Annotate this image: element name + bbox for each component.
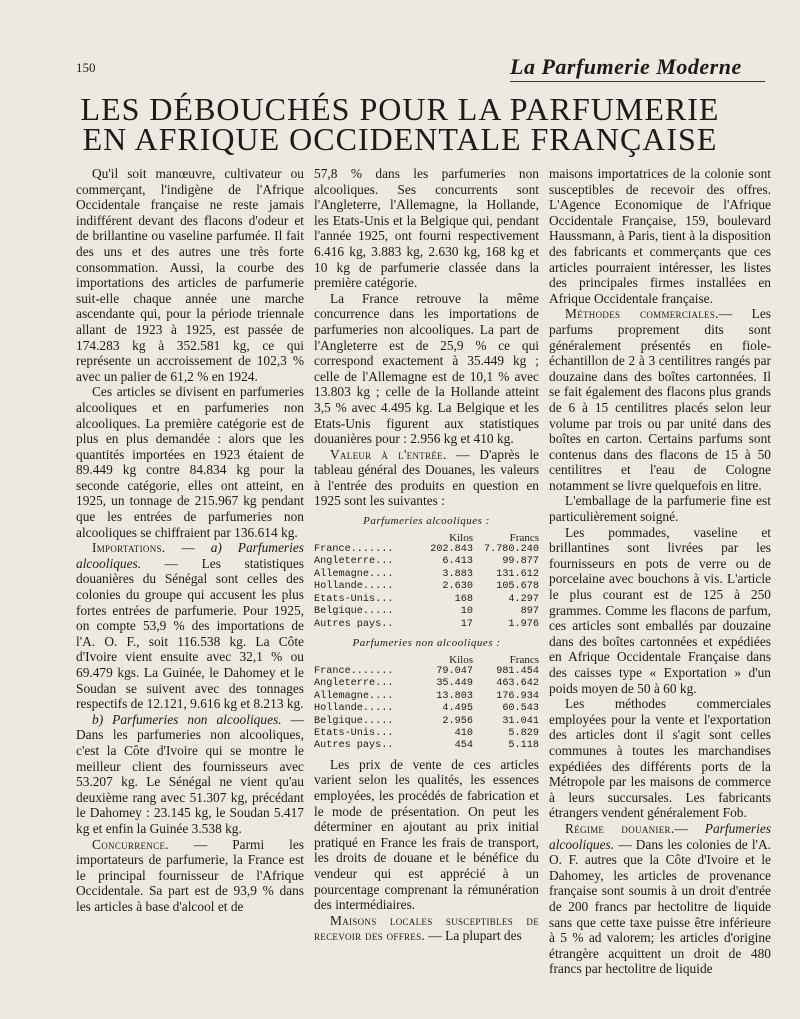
kilos-cell: 13.803 (436, 690, 473, 702)
paragraph-text: Dans les parfumeries non alcooliques, c'est la Côte d'Ivoire qui se montre le meilleur client des fournisseurs avec 53.207 kg. Le Sénégal ne vient qu'au deuxième rang avec 51.307 kg, précédant le Dahomey : 23.145 kg, le Soudan 5.417 kg et enfin la Guinée 3.538 kg. (76, 727, 304, 836)
country-cell: Belgique..... (314, 715, 394, 727)
subsection-heading: a) Parfumeries alcooliques. (76, 540, 304, 571)
table-row (314, 703, 539, 715)
section-heading: Concurrence. (92, 836, 169, 852)
country-cell: Hollande..... (314, 581, 394, 593)
import-table-non-alcoholic (314, 654, 539, 753)
country-cell: Etats-Unis... (314, 593, 394, 605)
kilos-cell: 168 (454, 593, 473, 605)
table-row (314, 666, 539, 678)
country-cell: Etats-Unis... (314, 727, 394, 739)
paragraph: Les méthodes commerciales employées pour la vente et l'exportation des articles dont il s'agit sont celles communes à toutes les marchandises expédiées des différents ports de la Métropole par les maisons de commerce à leurs succursales. Les fabricants étrangers vendent généralement Fob. (549, 696, 771, 821)
kilos-cell: 2.630 (442, 581, 473, 593)
table-row (314, 581, 539, 593)
table-row (314, 678, 539, 690)
kilos-cell: 2.956 (442, 715, 473, 727)
francs-cell: 105.678 (496, 581, 539, 593)
francs-cell: 463.642 (496, 678, 539, 690)
column-header-kilos: Kilos (449, 531, 473, 544)
paragraph: Maisons locales susceptibles de recevoir des offres. — La plupart des (314, 912, 539, 944)
masthead-rule (510, 81, 765, 82)
paragraph-text: D'après le tableau général des Douanes, les valeurs à l'entrée des produits en question en 1925 sont les suivantes : (314, 446, 539, 509)
kilos-cell: 79.047 (436, 665, 473, 677)
title-line-2: EN AFRIQUE OCCIDENTALE FRANÇAISE (82, 121, 718, 157)
column-3 (549, 166, 771, 977)
country-cell: Allemagne.... (314, 690, 394, 702)
masthead: La Parfumerie Moderne (510, 54, 742, 79)
table-row (314, 716, 539, 728)
kilos-cell: 35.449 (436, 678, 473, 690)
francs-cell: 99.877 (502, 556, 539, 568)
francs-cell: 897 (520, 606, 539, 618)
table-caption: Parfumeries alcooliques : (363, 515, 490, 528)
column-header-francs: Francs (509, 653, 539, 666)
column-2 (314, 166, 539, 944)
column-header-kilos: Kilos (449, 653, 473, 666)
column-header-francs: Francs (509, 531, 539, 544)
table-body (314, 544, 539, 631)
paragraph: Méthodes commerciales.— Les parfums proprement dits sont généralement présentés en fiole-échantillon de 2 à 3 centilitres rangés par douzaine dans des boîtes cartonnées. Il se fait également des flacons plus grands de 6 à 15 centilitres placés selon leur volume par trois ou par unité dans des boîtes en carton. Certains parfums sont contenus dans des flacons de 15 à 50 centilitres et l'eau de Cologne notamment se livre quelquefois en litre. (549, 306, 771, 493)
country-cell: Belgique..... (314, 606, 394, 618)
table-caption: Parfumeries non alcooliques : (352, 636, 501, 649)
kilos-cell: 4.495 (442, 703, 473, 715)
import-table-alcoholic (314, 532, 539, 631)
paragraph-text: Les parfums proprement dits sont généralement présentés en fiole-échantillon de 2 à 3 centilitres rangés par douzaine dans des boîtes cartonnées. Il se fait également des flacons plus grands de 6 à 15 centilitres placés selon leur volume par trois ou par unité dans des boîtes en carton. Certains parfums sont contenus dans des flacons de 15 à 50 centilitres et l'eau de Cologne notamment se livre quelquefois en litre. (549, 306, 771, 493)
table-row (314, 619, 539, 631)
kilos-cell: 454 (454, 740, 473, 752)
kilos-cell: 10 (460, 606, 473, 618)
section-heading: Méthodes commerciales. (565, 306, 719, 322)
paragraph-text: Parmi les importateurs de parfumerie, la France est le principal fournisseur de l'Afrique Occidentale. Sa part est de 93,9 % dans les articles à base d'alcool et de (76, 836, 304, 914)
paragraph: Régime douanier.— Parfumeries alcooliques. — Dans les colonies de l'A. O. F. autres que la Côte d'Ivoire et le Dahomey, les articles de provenance française sont soumis à un droit d'entrée de 200 francs par hectolitre de liquide sans que cette taxe puisse être inférieure à 5 % ad valorem; les articles d'origine étrangère acquittent un droit de 480 francs par hectolitre de liquide (549, 820, 771, 977)
francs-cell: 5.118 (508, 740, 539, 752)
country-cell: Autres pays.. (314, 618, 394, 630)
francs-cell: 131.612 (496, 568, 539, 580)
francs-cell: 1.976 (508, 618, 539, 630)
francs-cell: 176.934 (496, 690, 539, 702)
paragraph: Concurrence. — Parmi les importateurs de parfumerie, la France est le principal fournisseur de l'Afrique Occidentale. Sa part est de 93,9 % dans les articles à base d'alcool et de (76, 836, 304, 914)
table-row (314, 691, 539, 703)
subsection-heading: b) Parfumeries non alcooliques. (92, 711, 282, 727)
paragraph-text: La plupart des (445, 928, 522, 944)
section-heading: Régime douanier. (565, 820, 675, 836)
kilos-cell: 202.843 (430, 544, 473, 556)
kilos-cell: 6.413 (442, 556, 473, 568)
page-number: 150 (76, 60, 96, 75)
paragraph: Importations. — a) Parfumeries alcooliques. — Les statistiques douanières du Sénégal sont celles des colonies du groupe qui accusent les plus fortes entrées de parfumerie. Pour 1925, on compte 53,9 % des importations de l'A. O. F., soit 116.538 kg. La Côte d'Ivoire vient ensuite avec 32,1 % ou 69.479 kgs. La Guinée, le Dahomey et le Soudan se suivent avec des tonnages respectifs de 12.121, 9.616 kg et 8.213 kg. (76, 540, 304, 712)
country-cell: Angleterre... (314, 556, 394, 568)
country-cell: France....... (314, 665, 394, 677)
table-row (314, 606, 539, 618)
francs-cell: 31.041 (502, 715, 539, 727)
column-1 (76, 166, 304, 915)
section-heading: Importations. (92, 540, 166, 556)
section-heading: Valeur à l'entrée. (330, 446, 447, 462)
paragraph: L'emballage de la parfumerie fine est particulièrement soigné. (549, 493, 771, 525)
paragraph: maisons importatrices de la colonie sont susceptibles de recevoir des offres. L'Agence Economique de l'Afrique Occidentale Française, 159, boulevard Haussmann, à Paris, tient à la disposition des fabricants et commerçants que ces articles pourraient intéresser, les listes des principales firmes installées en Afrique Occidentale française. (549, 166, 771, 306)
table-row (314, 728, 539, 740)
country-cell: Autres pays.. (314, 740, 394, 752)
francs-cell: 60.543 (502, 703, 539, 715)
paragraph: Qu'il soit manœuvre, cultivateur ou commerçant, l'indigène de l'Afrique Occidentale française ne reste jamais indifférent devant des flacons d'odeur et de brillantine ou vaseline parfumée. Il fait des uns et des autres une très forte consommation. Aussi, la courbe des importations des articles de parfumerie suit-elle chaque année une marche ascendante qui, pour la période triennale allant de 1923 à 1925, est passée de 174.283 kg à 352.581 kg, ce qui représente un accroissement de 102,3 % avec un palier de 61,2 % en 1924. (76, 166, 304, 384)
country-cell: Angleterre... (314, 678, 394, 690)
francs-cell: 7.780.240 (483, 544, 539, 556)
subsection-heading: Parfumeries alcooliques. (549, 820, 771, 852)
table-row (314, 544, 539, 556)
paragraph: 57,8 % dans les parfumeries non alcooliques. Ses concurrents sont l'Angleterre, l'Allemagne, la Hollande, les Etats-Unis et la Belgique qui, pendant l'année 1925, ont fourni respectivement 6.416 kg, 3.883 kg, 2.630 kg, 168 kg et 10 kg de parfumerie classée dans la première catégorie. (314, 166, 539, 291)
table-row (314, 569, 539, 581)
francs-cell: 4.297 (508, 593, 539, 605)
paragraph: Valeur à l'entrée. — D'après le tableau général des Douanes, les valeurs à l'entrée des produits en question en 1925 sont les suivantes : (314, 446, 539, 509)
kilos-cell: 410 (454, 727, 473, 739)
paragraph-text: Dans les colonies de l'A. O. F. autres que la Côte d'Ivoire et le Dahomey, les articles de provenance française sont soumis à un droit d'entrée de 200 francs par hectolitre de liquide sans que cette taxe puisse être inférieure à 5 % ad valorem; les articles d'origine étrangère acquittent un droit de 480 francs par hectolitre de liquide (549, 836, 771, 977)
paragraph: b) Parfumeries non alcooliques. — Dans les parfumeries non alcooliques, c'est la Côte d'Ivoire qui se montre le meilleur client des fournisseurs avec 53.207 kg. Le Sénégal ne vient qu'au deuxième rang avec 51.307 kg, précédant le Dahomey : 23.145 kg, le Soudan 5.417 kg et enfin la Guinée 3.538 kg. (76, 711, 304, 836)
francs-cell: 5.829 (508, 727, 539, 739)
country-cell: France....... (314, 544, 394, 556)
table-row (314, 556, 539, 568)
paragraph-text: Les statistiques douanières du Sénégal sont celles des colonies du groupe qui accusent les plus fortes entrées de parfumerie. Pour 1925, on compte 53,9 % des importations de l'A. O. F., soit 116.538 kg. La Côte d'Ivoire vient ensuite avec 32,1 % ou 69.479 kgs. La Guinée, le Dahomey et le Soudan se suivent avec des tonnages respectifs de 12.121, 9.616 kg et 8.213 kg. (76, 555, 304, 712)
table-body (314, 666, 539, 753)
table-row (314, 740, 539, 752)
country-cell: Hollande..... (314, 703, 394, 715)
francs-cell: 981.454 (496, 665, 539, 677)
kilos-cell: 17 (460, 618, 473, 630)
table-row (314, 594, 539, 606)
article-title (60, 91, 740, 157)
paragraph: Les pommades, vaseline et brillantines sont livrées par les fournisseurs en pots de verre ou de porcelaine avec bouchons à vis. L'article le plus courant est de 125 à 250 grammes. Comme les flacons de parfum, ces articles sont emballés par douzaine dans des boîtes cartonnées et expédiées en Afrique Occidentale Française dans des caisses type « Exportation » d'un poids moyen de 50 à 60 kg. (549, 524, 771, 696)
paragraph: Ces articles se divisent en parfumeries alcooliques et en parfumeries non alcooliques. La première catégorie est de plus en plus demandée : alors que les quantités importées en 1923 étaient de 89.449 kg contre 84.834 kg pour la seconde catégorie, elles ont atteint, en 1925, un tonnage de 215.967 kg pendant que les entrées de parfumeries non alcooliques se chiffraient par 136.614 kg. (76, 384, 304, 540)
section-heading: Maisons locales susceptibles de recevoir des offres. (314, 912, 539, 944)
paragraph: La France retrouve la même concurrence dans les importations de parfumeries non alcooliques. La part de l'Angleterre est de 25,9 % ce qui correspond exactement à 35.449 kg ; celle de l'Allemagne est de 10,1 % avec 13.803 kg ; celle de la Hollande atteint 3,5 % avec 4.495 kg. La Belgique et les Etats-Unis figurent aux statistiques douanières pour : 2.956 kg et 410 kg. (314, 290, 539, 447)
title-line-1: LES DÉBOUCHÉS POUR LA PARFUMERIE (80, 91, 720, 127)
paragraph: Les prix de vente de ces articles varient selon les qualités, les essences employées, les procédés de fabrication et le mode de présentation. On peut les déterminer en ajoutant au prix initial pratiqué en France les frais de transport, les droits de douane et le bénéfice du vendeur qui est apprécié à un pourcentage comprenant la rémunération des intermédiaires. (314, 756, 539, 913)
country-cell: Allemagne.... (314, 568, 394, 580)
kilos-cell: 3.883 (442, 568, 473, 580)
